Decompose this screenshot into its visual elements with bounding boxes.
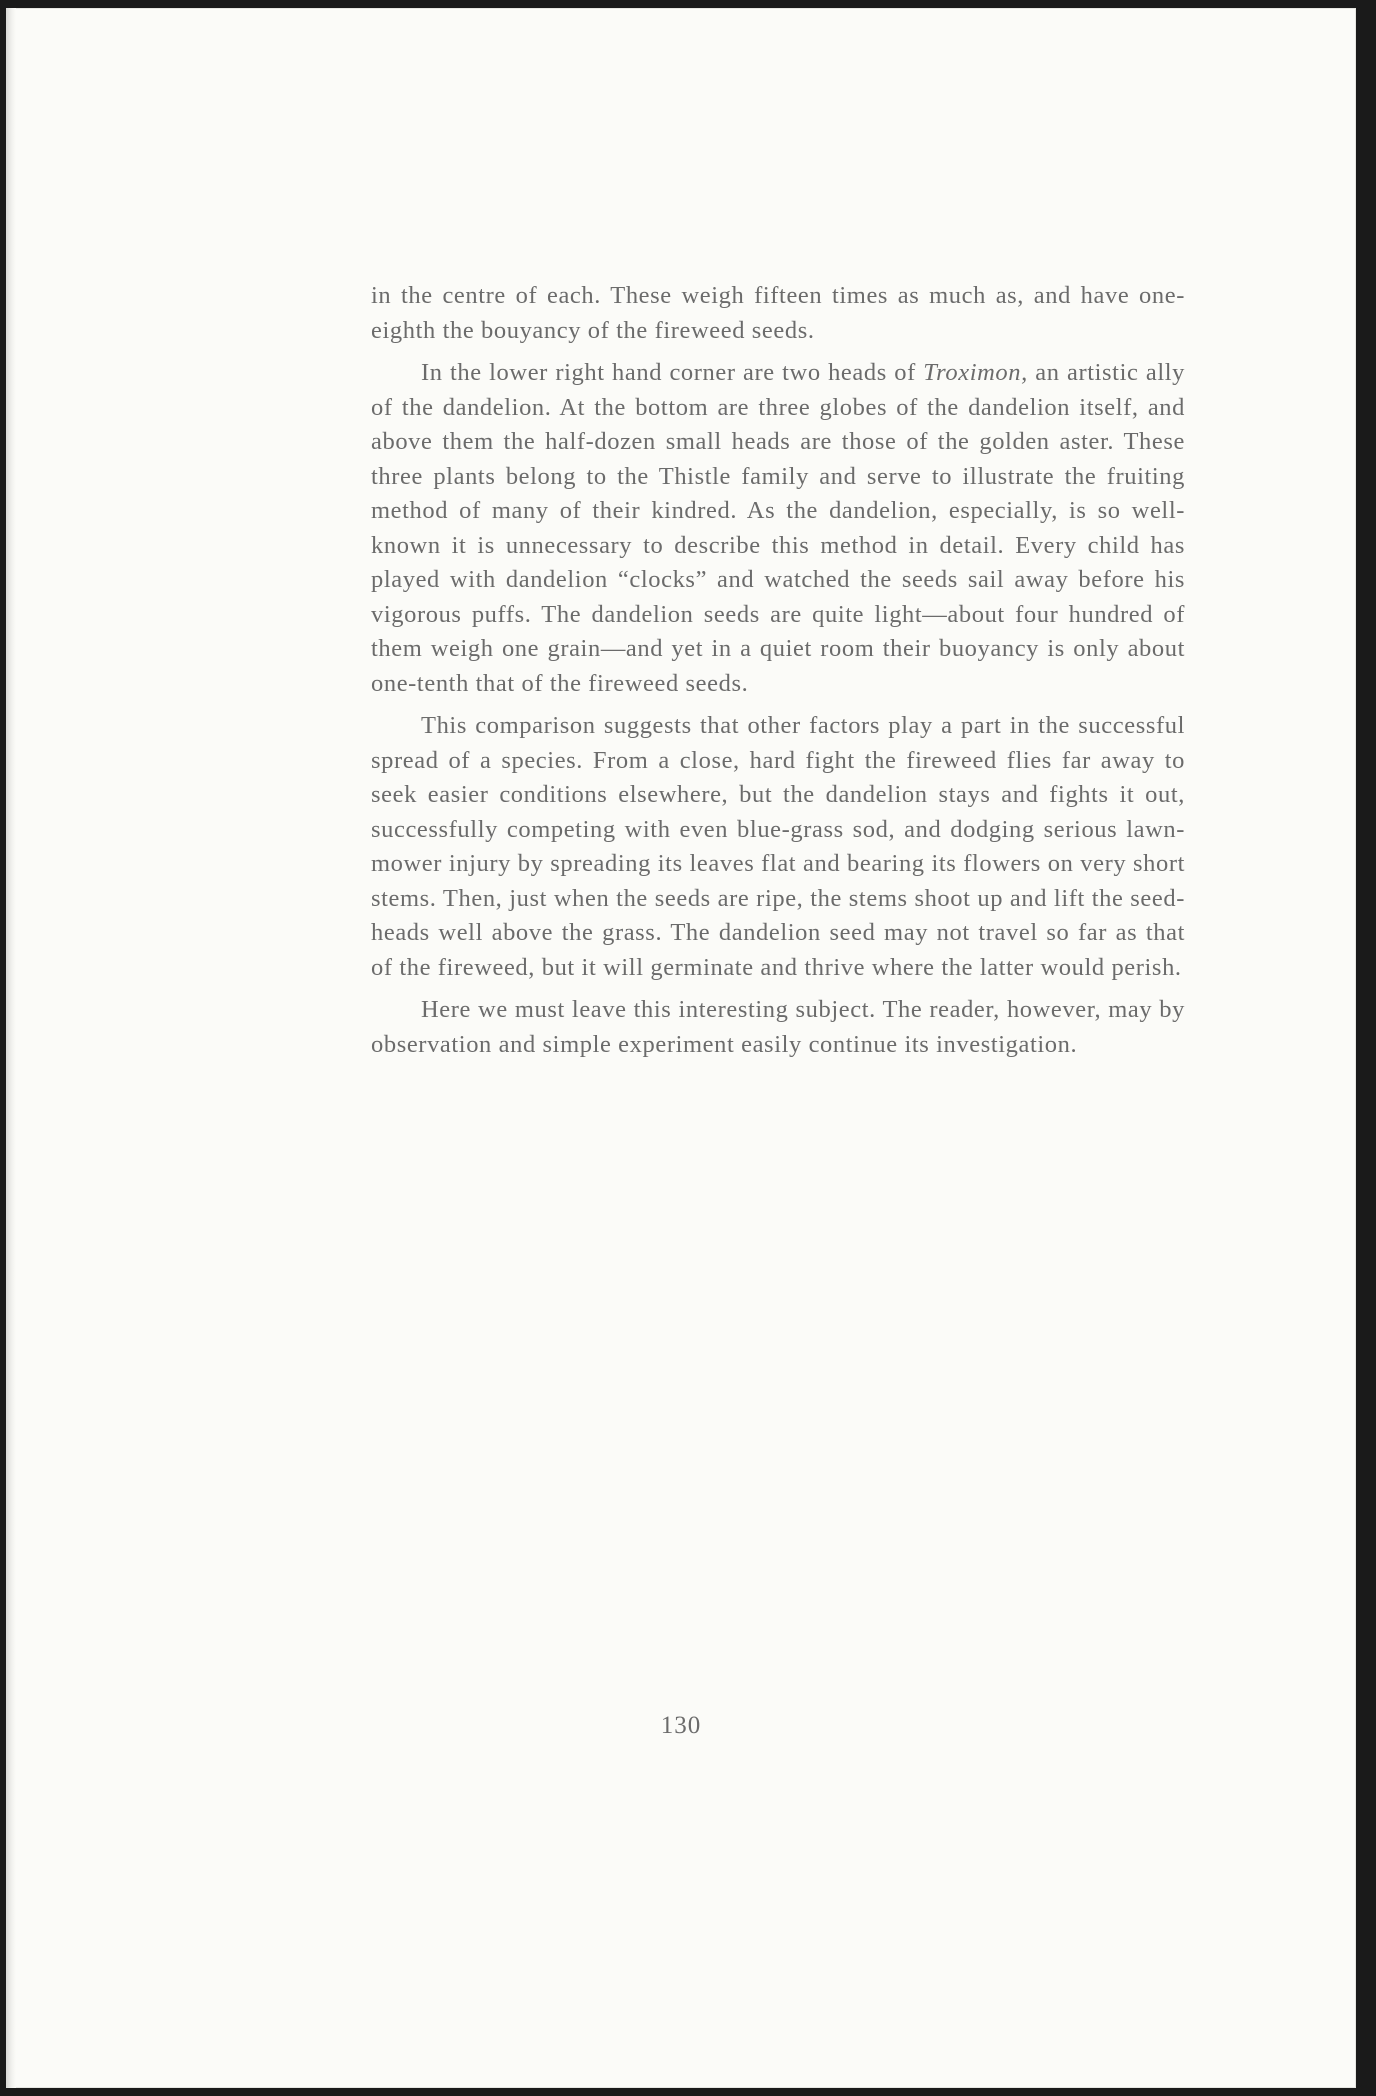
paragraph-2-text-b: an artistic ally of the dandelion. At the bottom are three globes of the dandelion itself, and above them the half-dozen small heads are those of the golden aster. These three plants belong to the Thistle family and serve to illustrate the fruiting method of many of their kindred. As the dandelion, especially, is so well-known it is unnecessary to describe this method in detail. Every child has played with dandelion “clocks” and watched the seeds sail away before his vigorous puffs. The dandelion seeds are quite light—about four hundred of them weigh one grain—and yet in a quiet room their buoyancy is only about one-tenth that of the fireweed seeds.: [371, 359, 1186, 697]
paragraph-1-text: in the centre of each. These weigh fifteen times as much as, and have one-eighth the bouyancy of the fireweed seeds.: [371, 282, 1185, 344]
paragraph-4: [371, 993, 1185, 1062]
troximon-italic: Troximon,: [923, 359, 1028, 386]
paragraph-1: [371, 279, 1185, 348]
page-number: 130: [660, 1712, 702, 1739]
body-text: [371, 279, 1185, 1070]
book-page: [6, 8, 1356, 2088]
paragraph-2: [371, 356, 1185, 701]
paragraph-3: [371, 709, 1185, 985]
paragraph-3-text: This comparison suggests that other factors play a part in the successful spread of a species. From a close, hard fight the fireweed flies far away to seek easier conditions elsewhere, but the dandelion stays and fights it out, successfully competing with even blue-grass sod, and dodging serious lawn-mower injury by spreading its leaves flat and bearing its flowers on very short stems. Then, just when the seeds are ripe, the stems shoot up and lift the seed-heads well above the grass. The dandelion seed may not travel so far as that of the fireweed, but it will germinate and thrive where the latter would perish.: [371, 712, 1185, 981]
paragraph-2-text-a: In the lower right hand corner are two heads of: [421, 359, 924, 386]
page-binding-edge: [6, 8, 16, 2088]
paragraph-4-text: Here we must leave this interesting subject. The reader, however, may by observation and simple experiment easily continue its investigation.: [371, 996, 1185, 1058]
